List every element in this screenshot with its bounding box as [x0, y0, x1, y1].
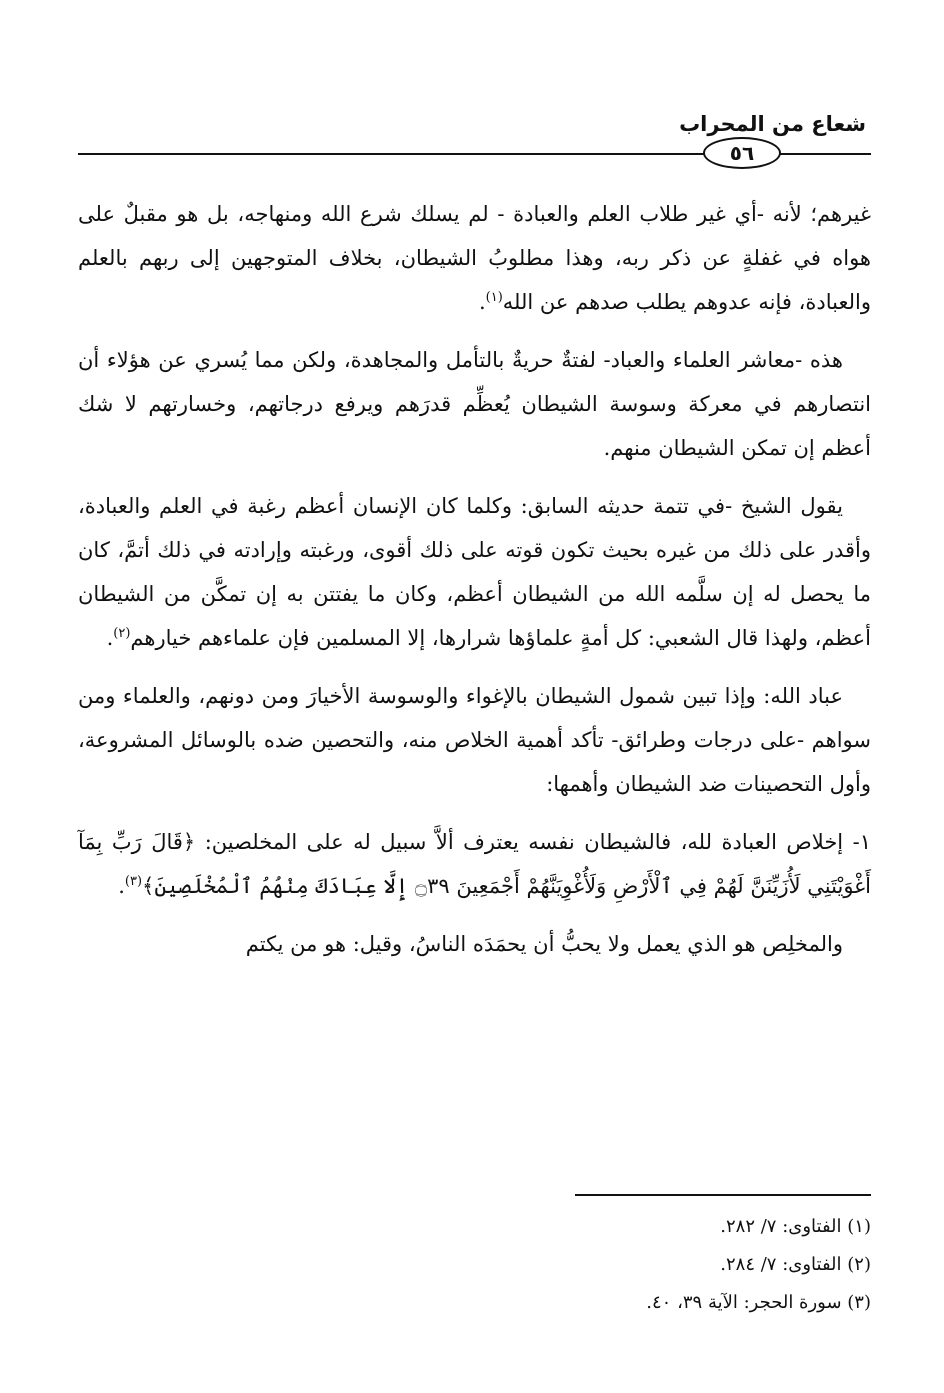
- footnotes: [500, 1208, 871, 1322]
- main-text: [78, 192, 871, 980]
- paragraph-3-end: .: [106, 626, 114, 650]
- paragraph-1: [78, 192, 871, 324]
- paragraph-1-end: .: [478, 290, 486, 314]
- paragraph-1-text: غيرهم؛ لأنه -أي غير طلاب العلم والعبادة - لم يسلك شرع الله ومنهاجه، بل هو مقبلٌ على هواه في غفلةٍ عن ذكر ربه، وهذا مطلوبُ الشيطان، بخلاف المتوجهين إلى ربهم بالعلم والعبادة، فإنه عدوهم يطلب صدهم عن الله: [78, 202, 871, 314]
- footnote-rule: [575, 1194, 871, 1196]
- paragraph-5-text: ١- إخلاص العبادة لله، فالشيطان نفسه يعترف ألاَّ سبيل له على المخلصين:: [204, 830, 871, 854]
- page-number: ٥٦: [703, 137, 781, 169]
- paragraph-3-text: يقول الشيخ -في تتمة حديثه السابق: وكلما كان الإنسان أعظم رغبة في العلم والعبادة، وأقدر على ذلك من غيره بحيث تكون قوته على ذلك أقوى، ورغبته وإرادته في ذلك أتمَّ، كان ما يحصل له إن سلَّمه الله من الشيطان أعظم، وكان ما يفتتن به إن تمكَّن من الشيطان أعظم، ولهذا قال الشعبي: كل أمةٍ علماؤها شرارها، إلا المسلمين فإن علماءهم خيارهم: [78, 494, 871, 650]
- footnote-ref-1: (١): [485, 290, 503, 305]
- paragraph-4: عباد الله: وإذا تبين شمول الشيطان بالإغواء والوسوسة الأخيارَ ومن دونهم، والعلماء ومن سواهم -على درجات وطرائق- تأكد أهمية الخلاص منه، والتحصين ضده بالوسائل المشروعة، وأول التحصينات ضد الشيطان وأهمها:: [78, 684, 871, 796]
- footnote-3: (٣) سورة الحجر: الآية ٣٩، ٤٠.: [646, 1292, 871, 1313]
- quran-verse-end: .: [118, 874, 125, 898]
- quran-verse: ﴿قَالَ رَبِّ بِمَآ أَغْوَيْتَنِي لَأُزَيِّنَنَّ لَهُمْ فِي ٱلْأَرْضِ وَلَأُغْوِيَنَّهُمْ أَجْمَعِينَ ۝٣٩ إِلَّا عِبَادَكَ مِنْهُمُ ٱلْمُخْلَصِينَ﴾: [78, 830, 871, 898]
- footnote-1: (١) الفتاوى: ٧/ ٢٨٢.: [720, 1216, 871, 1237]
- footnote-ref-2: (٢): [113, 626, 131, 641]
- running-title: شعاع من المحراب: [679, 112, 866, 136]
- paragraph-6: والمخلِص هو الذي يعمل ولا يحبُّ أن يحمَدَه الناسُ، وقيل: هو من يكتم: [245, 932, 843, 956]
- paragraph-2: هذه -معاشر العلماء والعباد- لفتةٌ حريةٌ بالتأمل والمجاهدة، ولكن مما يُسري عن هؤلاء أن انتصارهم في معركة وسوسة الشيطان يُعظِّم قدرَهم ويرفع درجاتهم، وخسارتهم لا شك أعظم إن تمكن الشيطان منهم.: [78, 348, 871, 460]
- paragraph-5: [78, 820, 871, 908]
- footnote-ref-3: (٣): [124, 874, 143, 889]
- paragraph-3: [78, 484, 871, 660]
- footnote-2: (٢) الفتاوى: ٧/ ٢٨٤.: [720, 1254, 871, 1275]
